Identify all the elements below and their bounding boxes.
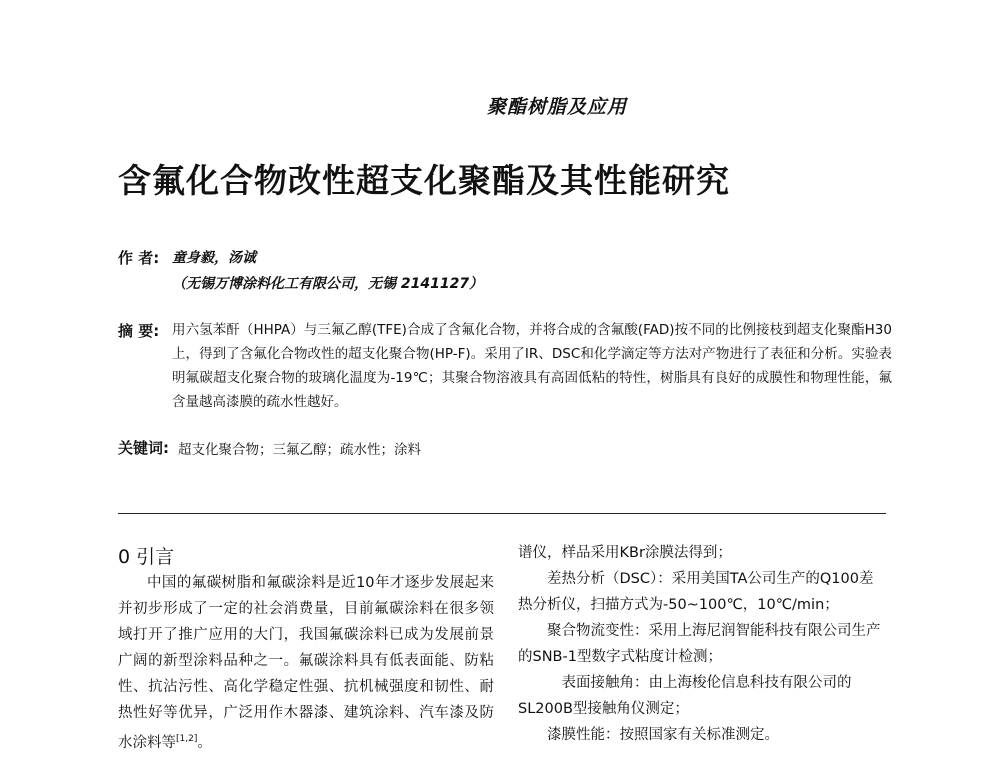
intro-end: 。 [197, 734, 212, 751]
film-performance-method: 漆膜性能：按照国家有关标准测定。 [547, 727, 779, 743]
abstract-label: 摘 要: [118, 322, 160, 340]
section-divider [118, 513, 886, 514]
left-column [118, 570, 494, 756]
paper-title: 含氟化合物改性超支化聚酯及其性能研究 [118, 161, 730, 200]
affiliation: （无锡万博涂料化工有限公司，无锡 2141127） [172, 276, 484, 292]
abstract-text: 用六氢苯酐（HHPA）与三氟乙醇(TFE)合成了含氟化合物，并将合成的含氟酸(FAD)按不同的比例接枝到超支化聚酯H30上，得到了含氟化合物改性的超支化聚合物(HP-F)。采用了IR、DSC和化学滴定等方法对产物进行了表征和分析。实验表明氟碳超支化聚合物的玻璃化温度为-19℃；其聚合物溶液具有高固低粘的特性，树脂具有良好的成膜性和物理性能，氟含量越高漆膜的疏水性越好。 [172, 322, 892, 410]
authors: 童身毅，汤诚 [172, 250, 256, 266]
contact-angle-method: 表面接触角：由上海梭伦信息科技有限公司的SL200B型接触角仪测定； [518, 675, 852, 717]
section-heading: 0 引言 [118, 546, 175, 568]
keywords: 超支化聚合物；三氟乙醇；疏水性；涂料 [178, 442, 421, 458]
rheology-method: 聚合物流变性：采用上海尼润智能科技有限公司生产的SNB-1型数字式粘度计检测； [518, 623, 881, 665]
authors-label: 作 者: [118, 249, 160, 267]
intro-paragraph [118, 570, 494, 756]
ir-continuation: 谱仪，样品采用KBr涂膜法得到； [518, 545, 732, 561]
keywords-label: 关键词: [118, 439, 169, 457]
right-column [518, 540, 886, 748]
citation-ref: [1,2] [176, 734, 198, 744]
journal-section-label: 聚酯树脂及应用 [486, 96, 627, 118]
dsc-method: 差热分析（DSC）：采用美国TA公司生产的Q100差热分析仪，扫描方式为-50~100℃，10℃/min； [518, 571, 874, 613]
intro-text: 中国的氟碳树脂和氟碳涂料是近10年才逐步发展起来并初步形成了一定的社会消费量，目前氟碳涂料在很多领域打开了推广应用的大门，我国氟碳涂料已成为发展前景广阔的新型涂料品种之一。氟碳涂料具有低表面能、防粘性、抗沾污性、高化学稳定性强、抗机械强度和韧性、耐热性好等优异，广泛用作木器漆、建筑涂料、汽车漆及防水涂料等 [118, 575, 494, 751]
